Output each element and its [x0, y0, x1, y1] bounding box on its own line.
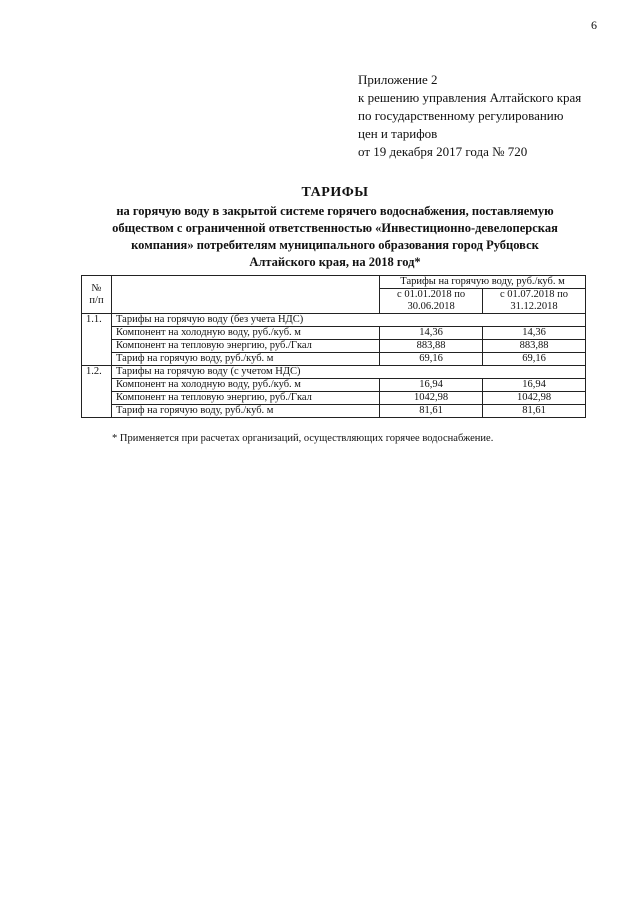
appendix-line: по государственному регулированию — [358, 108, 564, 123]
tariffs-table — [81, 275, 586, 418]
subtitle-line: обществом с ограниченной ответственностью «Инвестиционно-девелоперская — [112, 221, 558, 235]
header-period-2 — [483, 289, 586, 314]
row-value-period-2: 14,36 — [483, 327, 586, 340]
header-name — [112, 276, 380, 314]
table-row — [82, 379, 586, 392]
table-row — [82, 366, 586, 379]
row-name: Компонент на тепловую энергию, руб./Гкал — [112, 392, 380, 405]
page-number: 6 — [591, 18, 597, 32]
group-number: 1.1. — [82, 314, 112, 366]
group-number: 1.2. — [82, 366, 112, 418]
row-name: Тариф на горячую воду, руб./куб. м — [112, 353, 380, 366]
group-title: Тарифы на горячую воду (с учетом НДС) — [112, 366, 586, 379]
header-period-2-line2: 31.12.2018 — [510, 301, 558, 312]
table-row — [82, 353, 586, 366]
table-row — [82, 340, 586, 353]
header-tariff-group: Тарифы на горячую воду, руб./куб. м — [380, 276, 586, 289]
row-value-period-2: 16,94 — [483, 379, 586, 392]
subtitle-line: компания» потребителям муниципального образования город Рубцовск — [131, 238, 539, 252]
header-number — [82, 276, 112, 314]
row-value-period-2: 69,16 — [483, 353, 586, 366]
row-value-period-1: 16,94 — [380, 379, 483, 392]
row-value-period-1: 1042,98 — [380, 392, 483, 405]
subtitle-line: Алтайского края, на 2018 год* — [249, 255, 421, 269]
header-period-1-line1: с 01.01.2018 по — [397, 289, 466, 300]
row-name: Тариф на горячую воду, руб./куб. м — [112, 405, 380, 418]
header-period-2-line1: с 01.07.2018 по — [500, 289, 569, 300]
appendix-line: к решению управления Алтайского края — [358, 90, 582, 105]
table-header-row — [82, 276, 586, 289]
table-row — [82, 314, 586, 327]
row-value-period-2: 1042,98 — [483, 392, 586, 405]
row-name: Компонент на холодную воду, руб./куб. м — [112, 327, 380, 340]
row-name: Компонент на холодную воду, руб./куб. м — [112, 379, 380, 392]
document-subtitle — [95, 203, 575, 271]
table-row — [82, 405, 586, 418]
header-number-line1: № — [91, 282, 102, 294]
appendix-line: Приложение 2 — [358, 72, 438, 87]
subtitle-line: на горячую воду в закрытой системе горячего водоснабжения, поставляемую — [116, 204, 554, 218]
title-block — [95, 184, 575, 271]
row-value-period-1: 14,36 — [380, 327, 483, 340]
row-name: Компонент на тепловую энергию, руб./Гкал — [112, 340, 380, 353]
row-value-period-1: 69,16 — [380, 353, 483, 366]
header-period-1 — [380, 289, 483, 314]
header-number-line2: п/п — [89, 294, 104, 306]
appendix-block — [358, 71, 618, 161]
table-row — [82, 327, 586, 340]
appendix-line: от 19 декабря 2017 года № 720 — [358, 144, 528, 159]
document-title: ТАРИФЫ — [301, 185, 369, 200]
row-value-period-2: 883,88 — [483, 340, 586, 353]
row-value-period-1: 81,61 — [380, 405, 483, 418]
appendix-line: цен и тарифов — [358, 126, 438, 141]
row-value-period-1: 883,88 — [380, 340, 483, 353]
footnote: * Применяется при расчетах организаций, осуществляющих горячее водоснабжение. — [112, 433, 494, 444]
header-period-1-line2: 30.06.2018 — [407, 301, 455, 312]
table-row — [82, 392, 586, 405]
group-title: Тарифы на горячую воду (без учета НДС) — [112, 314, 586, 327]
row-value-period-2: 81,61 — [483, 405, 586, 418]
